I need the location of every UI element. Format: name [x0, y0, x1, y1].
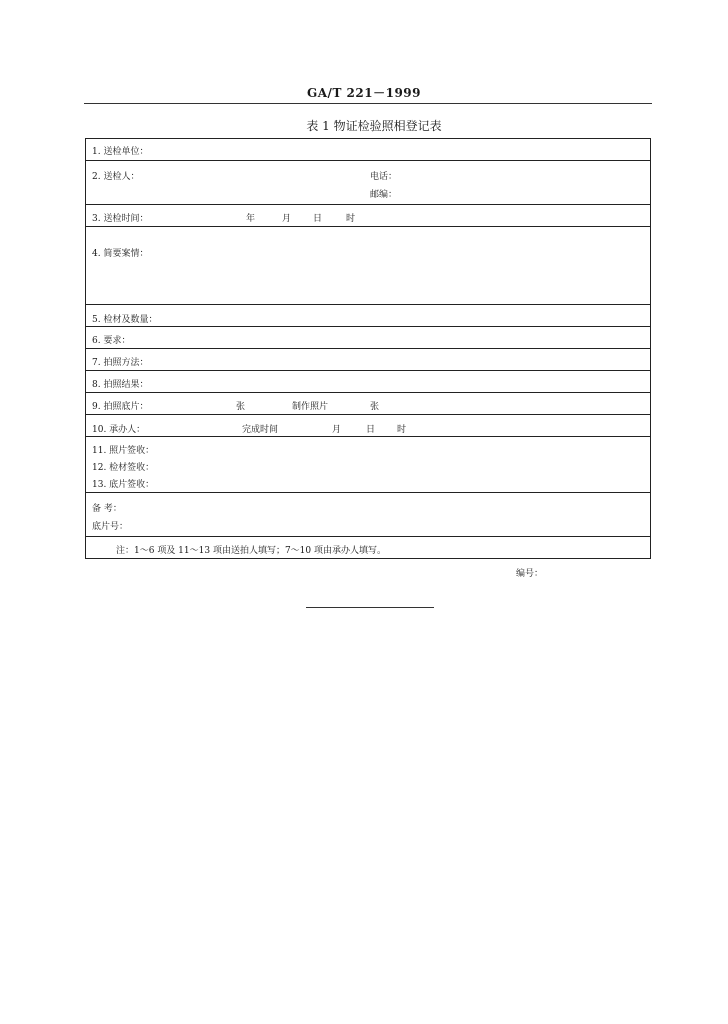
row-submitting-unit — [86, 139, 650, 160]
postcode-label: 邮编： — [370, 190, 398, 200]
row-case-summary — [86, 226, 650, 305]
submitting-unit-label: 1. 送检单位： — [92, 147, 149, 157]
submission-time-label: 3. 送检时间： — [92, 214, 149, 224]
material-receipt-label: 12. 检材签收： — [92, 463, 155, 473]
prints-label: 制作照片 — [292, 402, 329, 412]
case-summary-label: 4. 简要案情： — [92, 249, 149, 259]
fill-instruction-note: 注：1～6 项及 11～13 项由送拍人填写；7～10 项由承办人填写。 — [116, 546, 386, 556]
table-title: 表 1 物证检验照相登记表 — [306, 119, 442, 133]
row-materials — [86, 304, 650, 327]
row-note — [86, 536, 650, 559]
row-remarks — [86, 492, 650, 537]
end-rule — [306, 607, 434, 608]
year-label: 年 — [246, 214, 256, 224]
completion-time-label: 完成时间 — [242, 425, 279, 435]
negatives-label: 9. 拍照底片： — [92, 402, 149, 412]
header-divider — [84, 103, 652, 104]
row-receipts — [86, 436, 650, 493]
hour-label: 时 — [346, 214, 356, 224]
serial-number-label: 编号： — [516, 569, 544, 579]
row-submission-time — [86, 204, 650, 227]
materials-label: 5. 检材及数量： — [92, 315, 158, 325]
remarks-label: 备 考： — [92, 504, 122, 514]
row-photo-method — [86, 348, 650, 371]
negatives-unit: 张 — [236, 402, 246, 412]
handler-label: 10. 承办人： — [92, 425, 146, 435]
requirements-label: 6. 要求： — [92, 336, 131, 346]
standard-code: GA/T 221－1999 — [307, 86, 421, 100]
registration-form-table — [85, 138, 651, 559]
negative-receipt-label: 13. 底片签收： — [92, 480, 155, 490]
completion-day-label: 日 — [366, 425, 376, 435]
month-label: 月 — [282, 214, 292, 224]
row-photo-result — [86, 370, 650, 393]
negative-number-label: 底片号： — [92, 522, 129, 532]
phone-label: 电话： — [370, 172, 398, 182]
row-handler — [86, 414, 650, 437]
row-submitter — [86, 160, 650, 205]
row-requirements — [86, 326, 650, 349]
day-label: 日 — [313, 214, 323, 224]
completion-hour-label: 时 — [397, 425, 407, 435]
photo-receipt-label: 11. 照片签收： — [92, 446, 155, 456]
submitter-label: 2. 送检人： — [92, 172, 140, 182]
photo-result-label: 8. 拍照结果： — [92, 380, 149, 390]
row-negatives — [86, 392, 650, 415]
photo-method-label: 7. 拍照方法： — [92, 358, 149, 368]
prints-unit: 张 — [370, 402, 380, 412]
completion-month-label: 月 — [332, 425, 342, 435]
